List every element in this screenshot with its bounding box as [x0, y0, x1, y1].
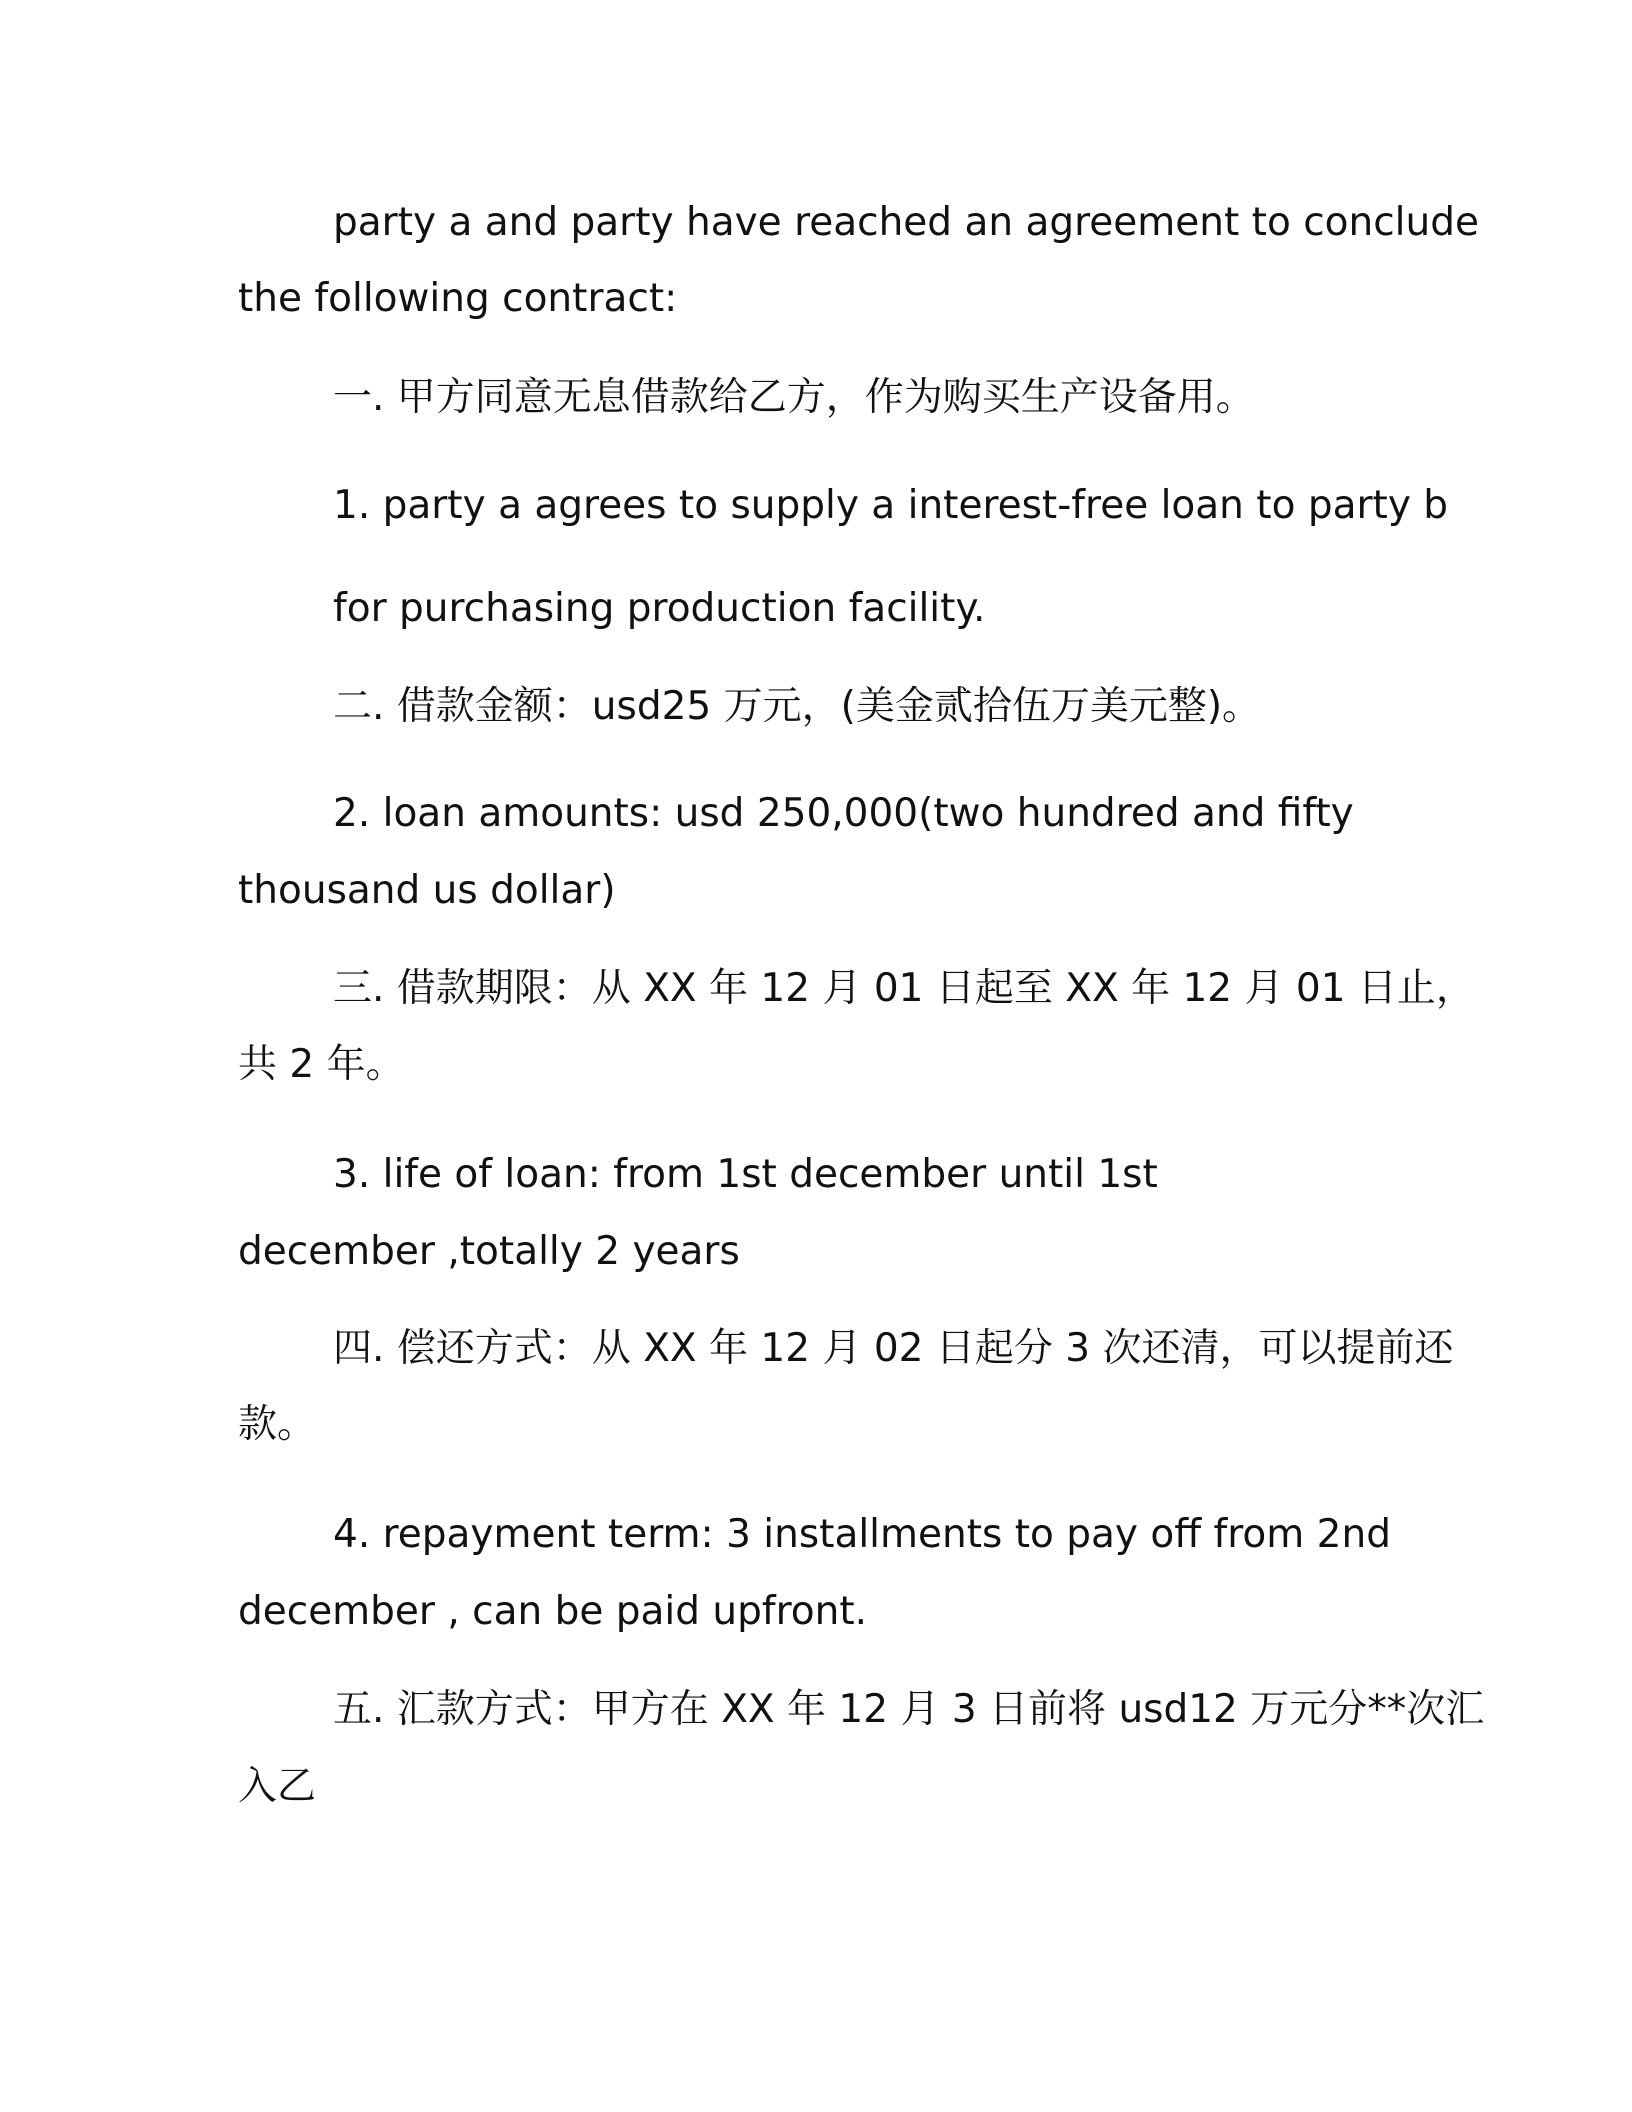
intro-line-1: party a and party have reached an agreement to conclude	[333, 200, 1479, 245]
clause-5-zh-line-2: 入乙	[238, 1764, 317, 1809]
clause-2-zh-line-1: 二. 借款金额：usd25 万元，(美金贰拾伍万美元整)。	[333, 684, 1262, 729]
clause-1-en-line-1: 1. party a agrees to supply a interest-free loan to party b	[333, 483, 1449, 528]
clause-3-en-line-1: 3. life of loan: from 1st december until 1st	[333, 1152, 1158, 1197]
clause-2-en-line-1: 2. loan amounts: usd 250,000(two hundred and fifty	[333, 791, 1354, 836]
clause-3-en-line-2: december ,totally 2 years	[238, 1229, 740, 1274]
clause-4-zh-line-1: 四. 偿还方式：从 XX 年 12 月 02 日起分 3 次还清，可以提前还	[333, 1326, 1454, 1371]
intro-line-2: the following contract:	[238, 276, 678, 321]
clause-2-en-line-2: thousand us dollar)	[238, 868, 616, 913]
clause-5-zh-line-1: 五. 汇款方式：甲方在 XX 年 12 月 3 日前将 usd12 万元分**次汇	[333, 1687, 1485, 1732]
clause-4-en-line-1: 4. repayment term: 3 installments to pay off from 2nd	[333, 1512, 1391, 1557]
clause-3-zh-line-2: 共 2 年。	[238, 1042, 405, 1087]
clause-1-zh-line-1: 一. 甲方同意无息借款给乙方，作为购买生产设备用。	[333, 375, 1255, 420]
clause-4-en-line-2: december , can be paid upfront.	[238, 1589, 868, 1634]
clause-1-en-line-2: for purchasing production facility.	[333, 586, 986, 631]
clause-4-zh-line-2: 款。	[238, 1402, 317, 1447]
clause-3-zh-line-1: 三. 借款期限：从 XX 年 12 月 01 日起至 XX 年 12 月 01 日止，	[333, 966, 1475, 1011]
